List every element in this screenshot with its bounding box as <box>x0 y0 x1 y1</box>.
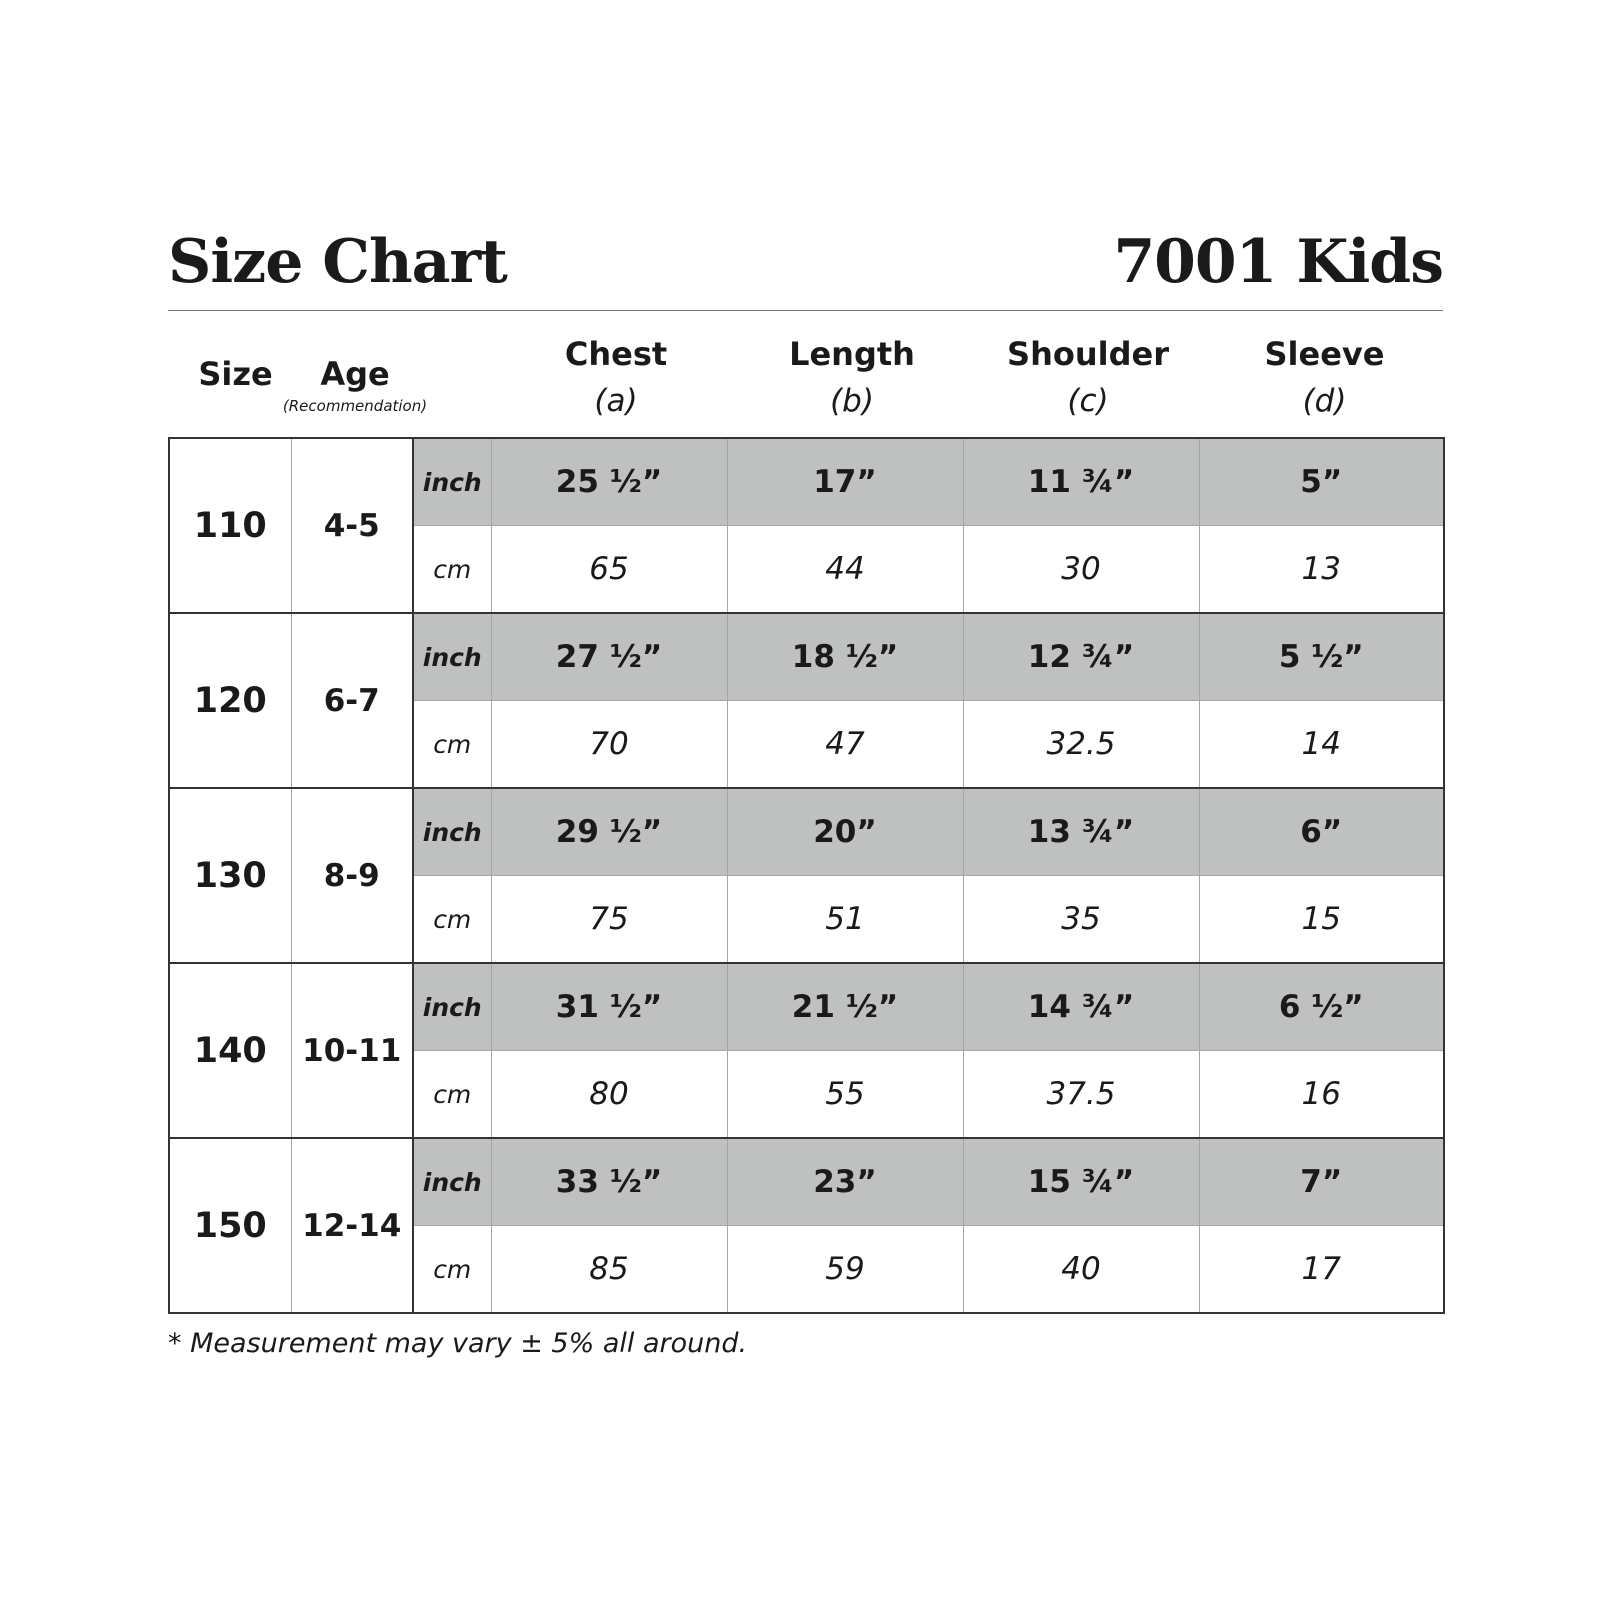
shoulder-inch: 12 ¾” <box>963 613 1199 701</box>
sleeve-inch: 6” <box>1199 788 1444 876</box>
unit-label: cm <box>413 1226 491 1314</box>
unit-label: cm <box>413 701 491 789</box>
header-shoulder-label: Shoulder <box>1007 335 1169 373</box>
age-value: 10-11 <box>291 963 413 1138</box>
length-cm: 59 <box>727 1226 963 1314</box>
header-shoulder <box>970 335 1206 419</box>
table-row-inch <box>169 613 1444 701</box>
sleeve-cm: 15 <box>1199 876 1444 964</box>
length-inch: 18 ½” <box>727 613 963 701</box>
sleeve-cm: 17 <box>1199 1226 1444 1314</box>
length-cm: 55 <box>727 1051 963 1139</box>
header-sleeve <box>1206 335 1443 419</box>
chest-cm: 65 <box>491 526 727 614</box>
sleeve-inch: 5” <box>1199 438 1444 526</box>
shoulder-inch: 14 ¾” <box>963 963 1199 1051</box>
shoulder-inch: 11 ¾” <box>963 438 1199 526</box>
header-chest-label: Chest <box>564 335 668 373</box>
table-row-inch <box>169 1138 1444 1226</box>
table-row-inch <box>169 438 1444 526</box>
shoulder-cm: 30 <box>963 526 1199 614</box>
unit-label: inch <box>413 438 491 526</box>
header-length-sub: (b) <box>830 383 874 419</box>
size-value: 120 <box>169 613 291 788</box>
age-value: 8-9 <box>291 788 413 963</box>
unit-label: cm <box>413 876 491 964</box>
table-row-inch <box>169 788 1444 876</box>
age-value: 12-14 <box>291 1138 413 1313</box>
unit-label: inch <box>413 1138 491 1226</box>
header-age-label: Age <box>320 355 390 393</box>
chest-inch: 33 ½” <box>491 1138 727 1226</box>
age-value: 4-5 <box>291 438 413 613</box>
sleeve-inch: 6 ½” <box>1199 963 1444 1051</box>
shoulder-cm: 32.5 <box>963 701 1199 789</box>
table-row-inch <box>169 963 1444 1051</box>
size-value: 110 <box>169 438 291 613</box>
unit-label: inch <box>413 613 491 701</box>
size-value: 150 <box>169 1138 291 1313</box>
header-size-label: Size <box>198 355 273 393</box>
sleeve-inch: 5 ½” <box>1199 613 1444 701</box>
header-length-label: Length <box>789 335 915 373</box>
size-value: 130 <box>169 788 291 963</box>
length-cm: 47 <box>727 701 963 789</box>
header-age-note: (Recommendation) <box>282 397 428 415</box>
model-name: 7001 Kids <box>1113 227 1443 297</box>
chest-inch: 27 ½” <box>491 613 727 701</box>
unit-label: cm <box>413 1051 491 1139</box>
unit-label: cm <box>413 526 491 614</box>
shoulder-cm: 37.5 <box>963 1051 1199 1139</box>
header-chest <box>498 335 734 419</box>
header-length <box>734 335 970 419</box>
unit-label: inch <box>413 788 491 876</box>
length-inch: 21 ½” <box>727 963 963 1051</box>
sleeve-inch: 7” <box>1199 1138 1444 1226</box>
header-chest-sub: (a) <box>594 383 638 419</box>
size-value: 140 <box>169 963 291 1138</box>
shoulder-inch: 13 ¾” <box>963 788 1199 876</box>
header-shoulder-sub: (c) <box>1067 383 1109 419</box>
header-sleeve-sub: (d) <box>1302 383 1347 419</box>
header-sleeve-label: Sleeve <box>1264 335 1385 373</box>
length-inch: 20” <box>727 788 963 876</box>
age-value: 6-7 <box>291 613 413 788</box>
unit-label: inch <box>413 963 491 1051</box>
sleeve-cm: 16 <box>1199 1051 1444 1139</box>
length-inch: 23” <box>727 1138 963 1226</box>
chest-cm: 80 <box>491 1051 727 1139</box>
page-title: Size Chart <box>168 227 507 297</box>
chest-cm: 70 <box>491 701 727 789</box>
length-inch: 17” <box>727 438 963 526</box>
chest-inch: 31 ½” <box>491 963 727 1051</box>
chest-cm: 85 <box>491 1226 727 1314</box>
shoulder-cm: 35 <box>963 876 1199 964</box>
header-age <box>270 355 440 415</box>
length-cm: 44 <box>727 526 963 614</box>
chest-inch: 25 ½” <box>491 438 727 526</box>
sleeve-cm: 14 <box>1199 701 1444 789</box>
shoulder-inch: 15 ¾” <box>963 1138 1199 1226</box>
sleeve-cm: 13 <box>1199 526 1444 614</box>
chest-inch: 29 ½” <box>491 788 727 876</box>
shoulder-cm: 40 <box>963 1226 1199 1314</box>
title-divider <box>168 310 1443 311</box>
size-table <box>168 437 1445 1314</box>
length-cm: 51 <box>727 876 963 964</box>
chest-cm: 75 <box>491 876 727 964</box>
measurement-footnote: * Measurement may vary ± 5% all around. <box>168 1328 748 1359</box>
